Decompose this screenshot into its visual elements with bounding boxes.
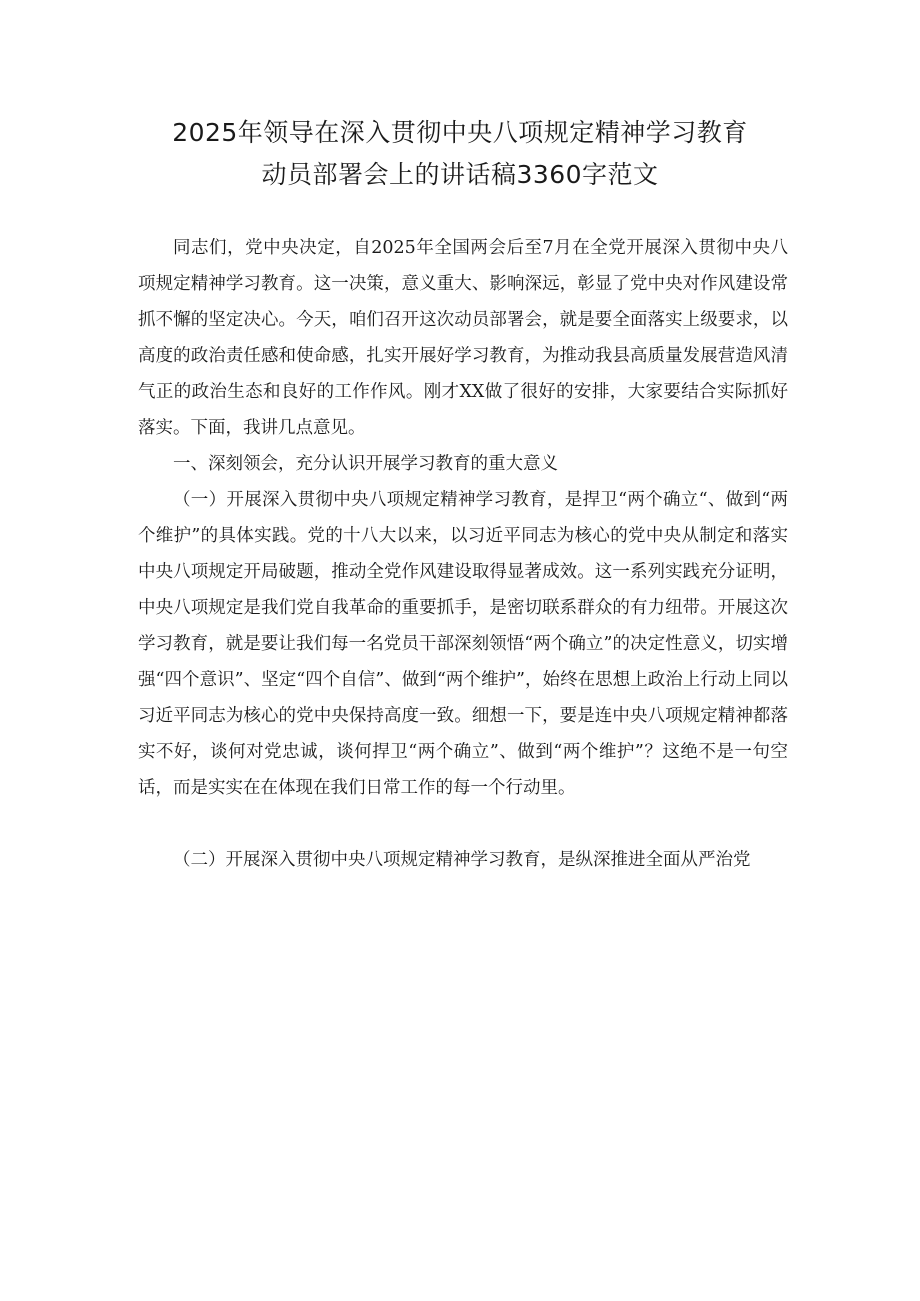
section-1-heading: 一、深刻领会，充分认识开展学习教育的重大意义: [173, 454, 558, 474]
title-line-1: 2025年领导在深入贯彻中央八项规定精神学习教育: [172, 118, 748, 147]
section-1-point-2: （二）开展深入贯彻中央八项规定精神学习教育，是纵深推进全面从严治党: [173, 850, 751, 870]
title-line-2: 动员部署会上的讲话稿3360字范文: [261, 160, 659, 189]
document-body: [138, 230, 788, 878]
document-title: [110, 112, 810, 196]
section-1-point-1: （一）开展深入贯彻中央八项规定精神学习教育，是捍卫“两个确立“、做到“两个维护”的具体实践。党的十八大以来，以习近平同志为核心的党中央从制定和落实中央八项规定开局破题，推动全党作风建设取得显著成效。这一系列实践充分证明，中央八项规定是我们党自我革命的重要抓手，是密切联系群众的有力纽带。开展这次学习教育，就是要让我们每一名党员干部深刻领悟“两个确立”的决定性意义，切实增强“四个意识”、坚定“四个自信”、做到“两个维护”，始终在思想上政治上行动上同以习近平同志为核心的党中央保持高度一致。细想一下，要是连中央八项规定精神都落实不好，谈何对党忠诚，谈何捍卫“两个确立”、做到“两个维护”？这绝不是一句空话，而是实实在在体现在我们日常工作的每一个行动里。: [138, 490, 788, 798]
intro-paragraph: 同志们，党中央决定，自2025年全国两会后至7月在全党开展深入贯彻中央八项规定精神学习教育。这一决策，意义重大、影响深远，彰显了党中央对作风建设常抓不懈的坚定决心。今天，咱们召开这次动员部署会，就是要全面落实上级要求，以高度的政治责任感和使命感，扎实开展好学习教育，为推动我县高质量发展营造风清气正的政治生态和良好的工作作风。刚才XX做了很好的安排，大家要结合实际抓好落实。下面，我讲几点意见。: [138, 238, 788, 438]
